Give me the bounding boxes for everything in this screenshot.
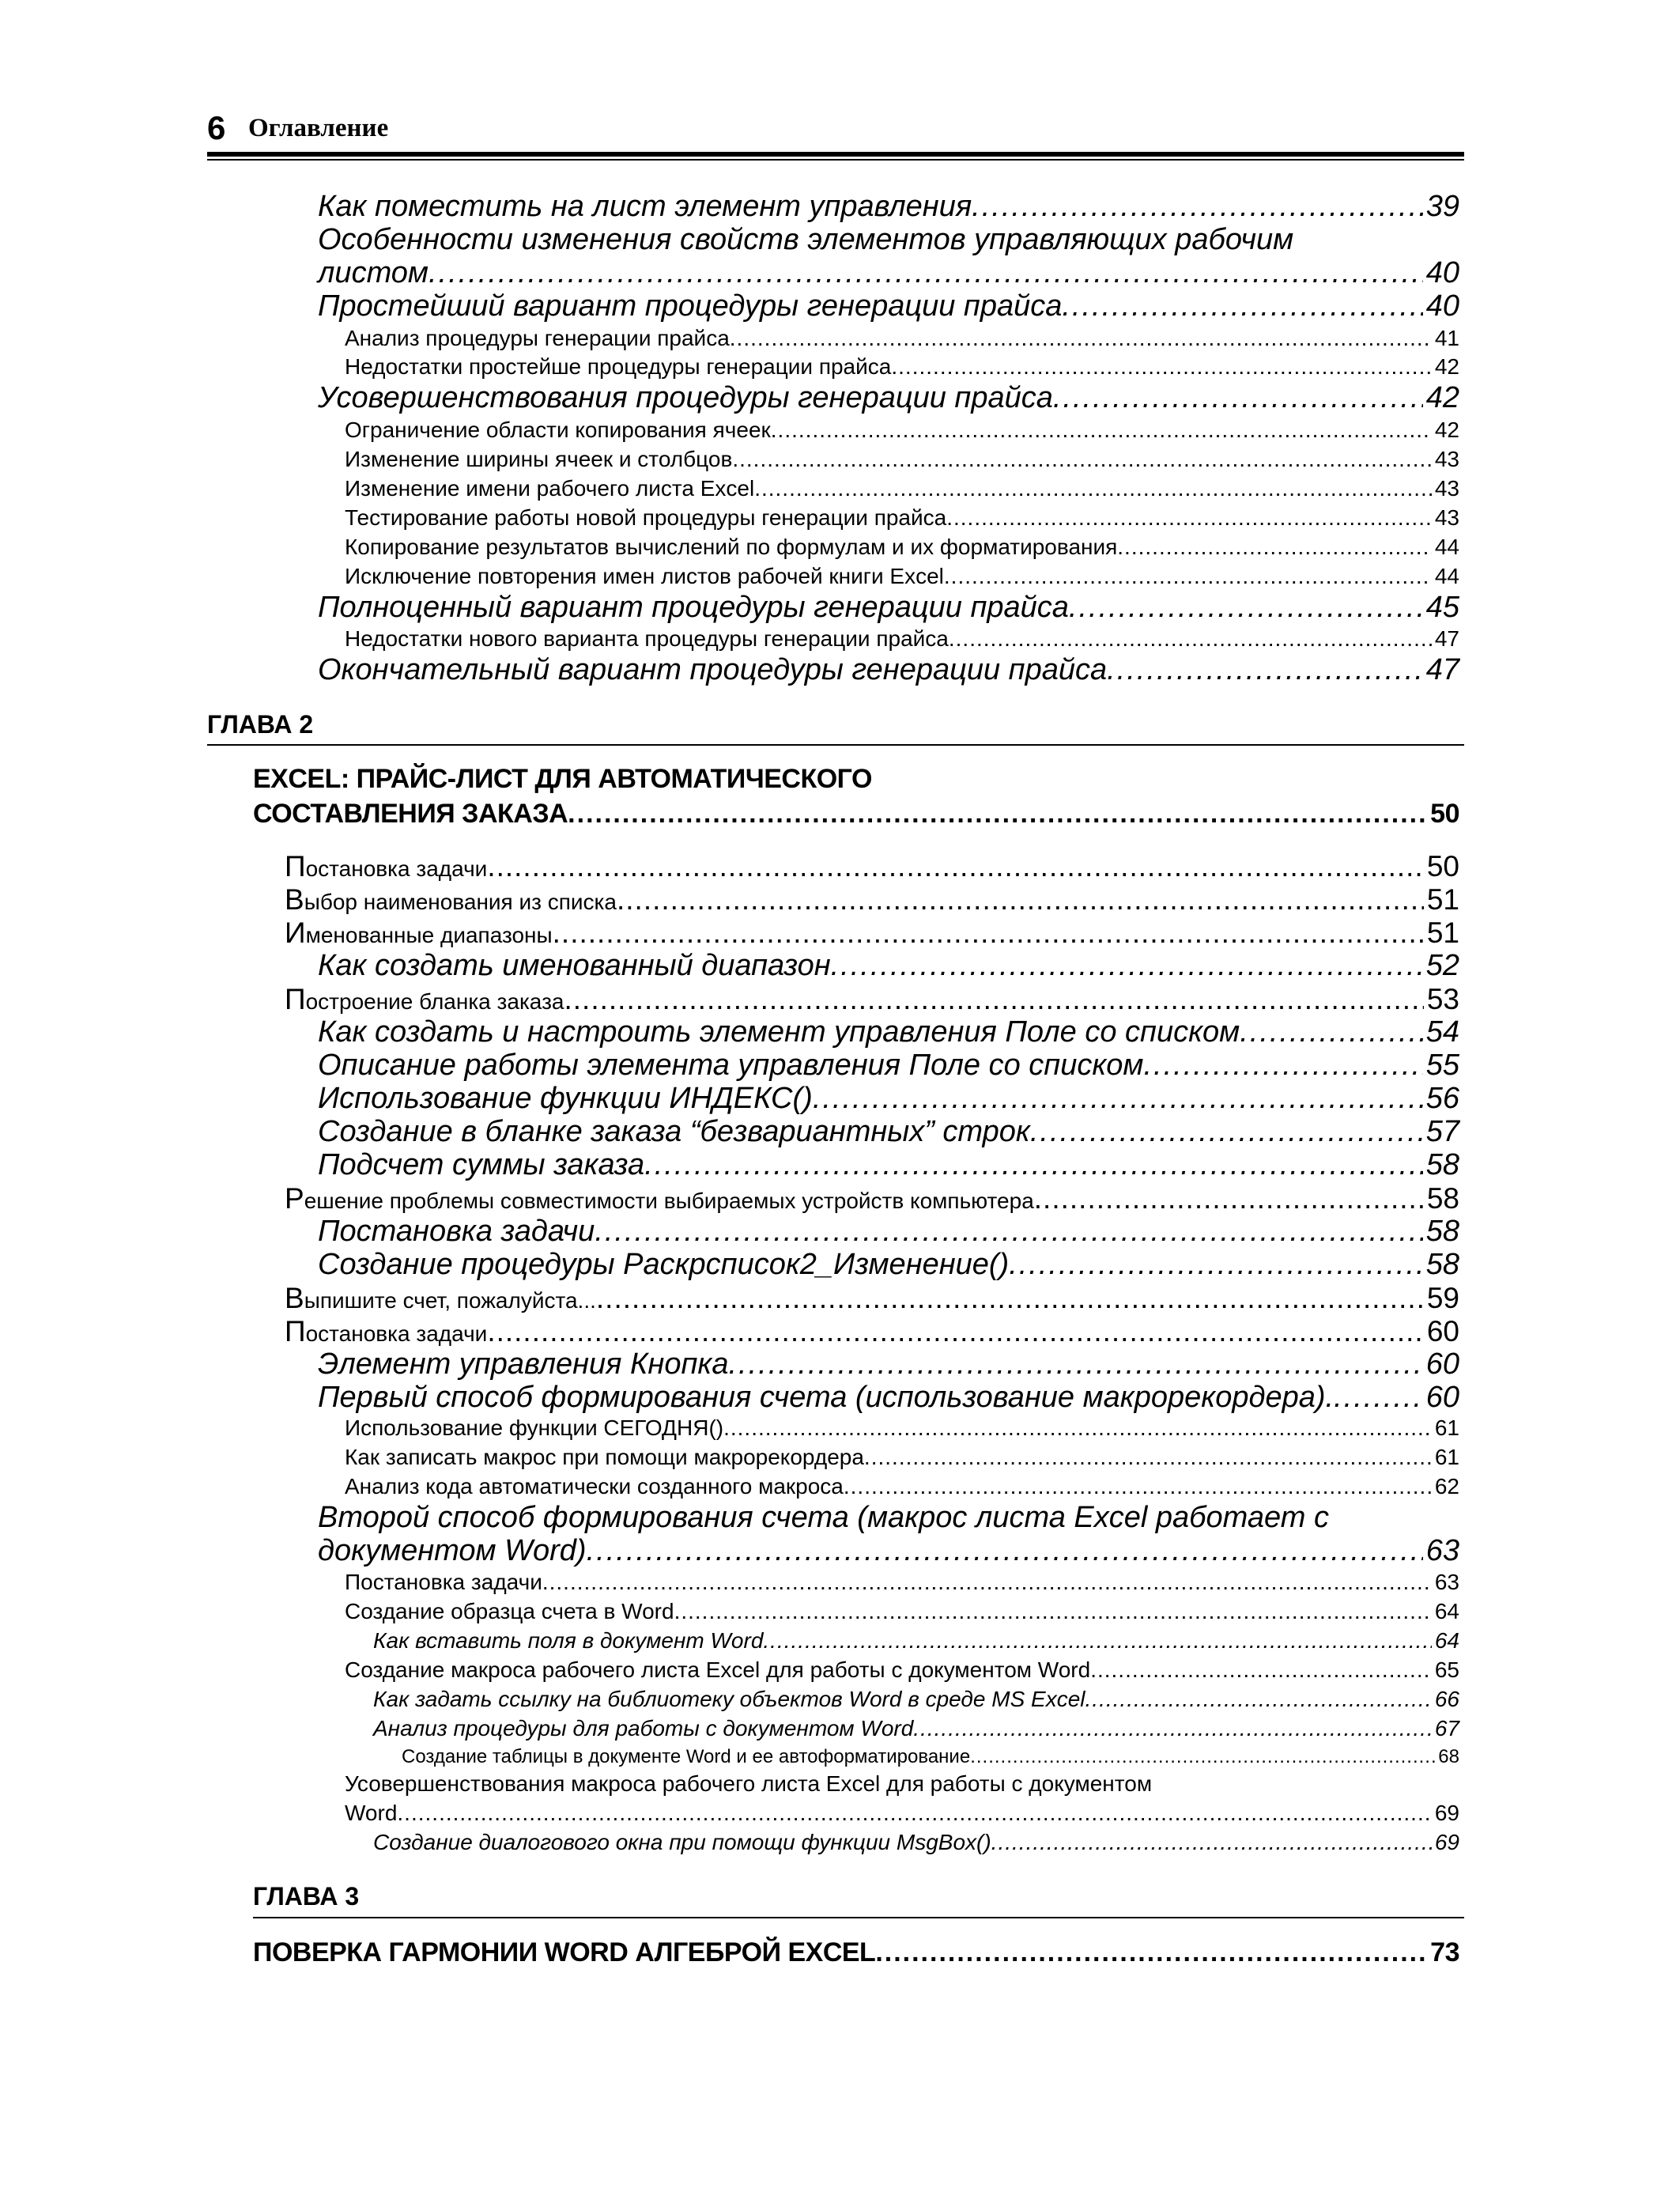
toc-entry[interactable]: Как записать макрос при помощи макрорекордера ..... 61 [345,1445,1459,1470]
toc-entry[interactable]: Подсчет суммы заказа ..... 58 [318,1148,1459,1182]
toc-entry[interactable]: Создание в бланке заказа “безвариантных” строк ..... 57 [318,1115,1459,1149]
chapter-2-title[interactable]: СОСТАВЛЕНИЯ ЗАКАЗА ..... 50 [253,799,1459,830]
toc-entry[interactable]: Анализ кода автоматически созданного макроса ..... 62 [345,1474,1459,1499]
chapter-2-title-line1[interactable]: EXCEL: ПРАЙС-ЛИСТ ДЛЯ АВТОМАТИЧЕСКОГО [253,764,872,794]
toc-entry[interactable]: Как вставить поля в документ Word ..... 64 [373,1628,1459,1654]
running-title: Оглавление [248,114,389,142]
toc-entry-line1[interactable]: Усовершенствования макроса рабочего листа Excel для работы с документом [345,1771,1153,1796]
header-rule-thick [207,152,1464,157]
toc-entry[interactable]: Выпишите счет, пожалуйста... ..... 59 [285,1282,1459,1315]
toc-entry[interactable]: Изменение ширины ячеек и столбцов ..... 43 [345,447,1459,472]
chapter-2-label: ГЛАВА 2 [207,710,314,739]
toc-entry[interactable]: Как создать и настроить элемент управления Поле со списком ..... 54 [318,1015,1459,1049]
toc-entry[interactable]: Создание процедуры Раскрсписок2_Изменение() ..... 58 [318,1248,1459,1282]
toc-entry[interactable]: Недостатки простейше процедуры генерации прайса ..... 42 [345,354,1459,380]
toc-entry[interactable]: Решение проблемы совместимости выбираемых устройств компьютера ..... 58 [285,1182,1459,1215]
toc-entry[interactable]: Как поместить на лист элемент управления ..... 39 [318,190,1459,224]
chapter-3-rule [253,1917,1464,1918]
toc-entry[interactable]: Построение бланка заказа ..... 53 [285,983,1459,1016]
toc-entry[interactable]: Выбор наименования из списка ..... 51 [285,883,1459,917]
toc-entry[interactable]: Анализ процедуры генерации прайса ..... 41 [345,326,1459,351]
toc-entry[interactable]: документом Word) ..... 63 [318,1534,1459,1568]
chapter-3-title[interactable]: ПОВЕРКА ГАРМОНИИ WORD АЛГЕБРОЙ EXCEL ..... 73 [253,1937,1459,1968]
toc-entry[interactable]: Создание макроса рабочего листа Excel для работы с документом Word ..... 65 [345,1657,1459,1683]
toc-entry[interactable]: Недостатки нового варианта процедуры генерации прайса ..... 47 [345,626,1459,652]
toc-entry[interactable]: Именованные диапазоны ..... 51 [285,917,1459,950]
toc-entry-line1[interactable]: Второй способ формирования счета (макрос листа Excel работает с [318,1501,1329,1534]
chapter-3-label: ГЛАВА 3 [253,1882,360,1911]
toc-entry[interactable]: Копирование результатов вычислений по формулам и их форматирования ..... 44 [345,535,1459,560]
toc-entry[interactable]: Ограничение области копирования ячеек ..... 42 [345,418,1459,443]
chapter-2-rule [207,744,1464,746]
toc-entry[interactable]: Постановка задачи ..... 60 [285,1315,1459,1348]
toc-entry[interactable]: Исключение повторения имен листов рабочей книги Excel ..... 44 [345,564,1459,589]
toc-entry[interactable]: Изменение имени рабочего листа Excel ..... 43 [345,476,1459,501]
toc-entry[interactable]: Постановка задачи ..... 63 [345,1570,1459,1595]
toc-entry[interactable]: Как создать именованный диапазон ..... 52 [318,949,1459,983]
toc-entry[interactable]: Word ..... 69 [345,1801,1459,1826]
toc-entry[interactable]: Простейший вариант процедуры генерации прайса ..... 40 [318,289,1459,323]
toc-entry[interactable]: Создание диалогового окна при помощи функции MsgBox() ..... 69 [373,1830,1459,1855]
toc-entry[interactable]: Создание таблицы в документе Word и ее автоформатирование ..... 68 [402,1746,1459,1768]
page-number: 6 [207,109,226,146]
toc-entry[interactable]: Как задать ссылку на библиотеку объектов Word в среде MS Excel ..... 66 [373,1687,1459,1712]
toc-entry[interactable]: Окончательный вариант процедуры генерации прайса ..... 47 [318,653,1459,687]
toc-entry[interactable]: Тестирование работы новой процедуры генерации прайса ..... 43 [345,505,1459,531]
toc-entry[interactable]: Анализ процедуры для работы с документом Word ..... 67 [373,1716,1459,1741]
toc-entry[interactable]: Усовершенствования процедуры генерации прайса ..... 42 [318,381,1459,415]
toc-entry[interactable]: Постановка задачи ..... 58 [318,1215,1459,1249]
toc-entry[interactable]: Описание работы элемента управления Поле со списком ..... 55 [318,1049,1459,1083]
toc-entry[interactable]: Постановка задачи ..... 50 [285,850,1459,883]
toc-entry[interactable]: Первый способ формирования счета (использование макрорекордера). ..... 60 [318,1381,1459,1415]
toc-entry[interactable]: Использование функции ИНДЕКС() ..... 56 [318,1082,1459,1116]
toc-entry[interactable]: Использование функции СЕГОДНЯ() ..... 61 [345,1415,1459,1441]
running-header [207,106,1464,150]
header-rule-thin [207,159,1464,161]
toc-entry-line1[interactable]: Особенности изменения свойств элементов управляющих рабочим [318,223,1294,256]
toc-entry[interactable]: Элемент управления Кнопка ..... 60 [318,1347,1459,1381]
toc-entry[interactable]: Полноценный вариант процедуры генерации прайса ..... 45 [318,591,1459,625]
toc-entry[interactable]: листом ..... 40 [318,256,1459,290]
toc-entry[interactable]: Создание образца счета в Word ..... 64 [345,1599,1459,1624]
